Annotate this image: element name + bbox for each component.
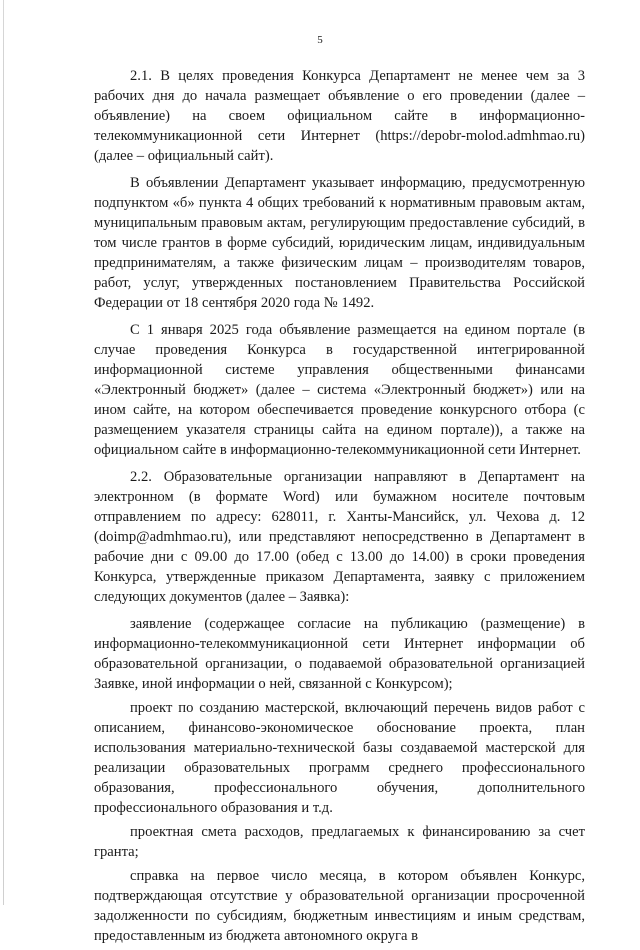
list-item-workshop-project: проект по созданию мастерской, включающий перечень видов работ с описанием, финансово-экономическое обоснование проекта, план использования материально-технической базы создаваемой мастерской для реализации образовательных программ среднего профессионального образования, профессионального обучения, дополнительного профессионального образования и т.д. (94, 700, 585, 816)
list-item-cost-estimate: проектная смета расходов, предлагаемых к финансированию за счет гранта; (94, 824, 585, 860)
paragraph-2025-portal: С 1 января 2025 года объявление размещается на едином портале (в случае проведения Конкурса в государственной интегрированной информационной системе управления общественными финансами «Электронный бюджет» (далее – система «Электронный бюджет») или на ином сайте, на котором обеспечивается проведение конкурсного отбора (с размещением указателя страницы сайта на едином портале)), а также на официальном сайте в информационно-телекоммуникационной сети Интернет. (94, 322, 585, 458)
paragraph-2-2: 2.2. Образовательные организации направляют в Департамент на электронном (в формате Word) или бумажном носителе почтовым отправлением по адресу: 628011, г. Ханты-Мансийск, ул. Чехова д. 12 (doimp@admhmao.ru), или представляют непосредственно в Департамент в рабочие дни с 09.00 до 17.00 (обед с 13.00 до 14.00) в сроки проведения Конкурса, утвержденные приказом Департамента, заявку с приложением следующих документов (далее – Заявка): (94, 469, 585, 605)
scan-edge-line (3, 0, 4, 905)
paragraph-2-1: 2.1. В целях проведения Конкурса Департамент не менее чем за 3 рабочих дня до начала размещает объявление о его проведении (далее – объявление) на своем официальном сайте в информационно-телекоммуникационной сети Интернет (https://depobr-molod.admhmao.ru) (далее – официальный сайт). (94, 68, 585, 164)
document-body (94, 66, 585, 950)
paragraph-announcement-info: В объявлении Департамент указывает информацию, предусмотренную подпунктом «б» пункта 4 общих требований к нормативным правовым актам, муниципальным правовым актам, регулирующим предоставление субсидий, в том числе грантов в форме субсидий, юридическим лицам, индивидуальным предпринимателям, а также физическим лицам – производителям товаров, работ, услуг, утвержденных постановлением Правительства Российской Федерации от 18 сентября 2020 года № 1492. (94, 175, 585, 311)
list-item-application: заявление (содержащее согласие на публикацию (размещение) в информационно-телекоммуникационной сети Интернет информации об образовательной организации, о подаваемой образовательной организацией Заявке, иной информации о ней, связанной с Конкурсом); (94, 616, 585, 692)
list-item-debt-certificate: справка на первое число месяца, в котором объявлен Конкурс, подтверждающая отсутствие у образовательной организации просроченной задолженности по субсидиям, бюджетным инвестициям и иным средствам, предоставленным из бюджета автономного округа в (94, 868, 585, 944)
page-number: 5 (317, 34, 323, 46)
